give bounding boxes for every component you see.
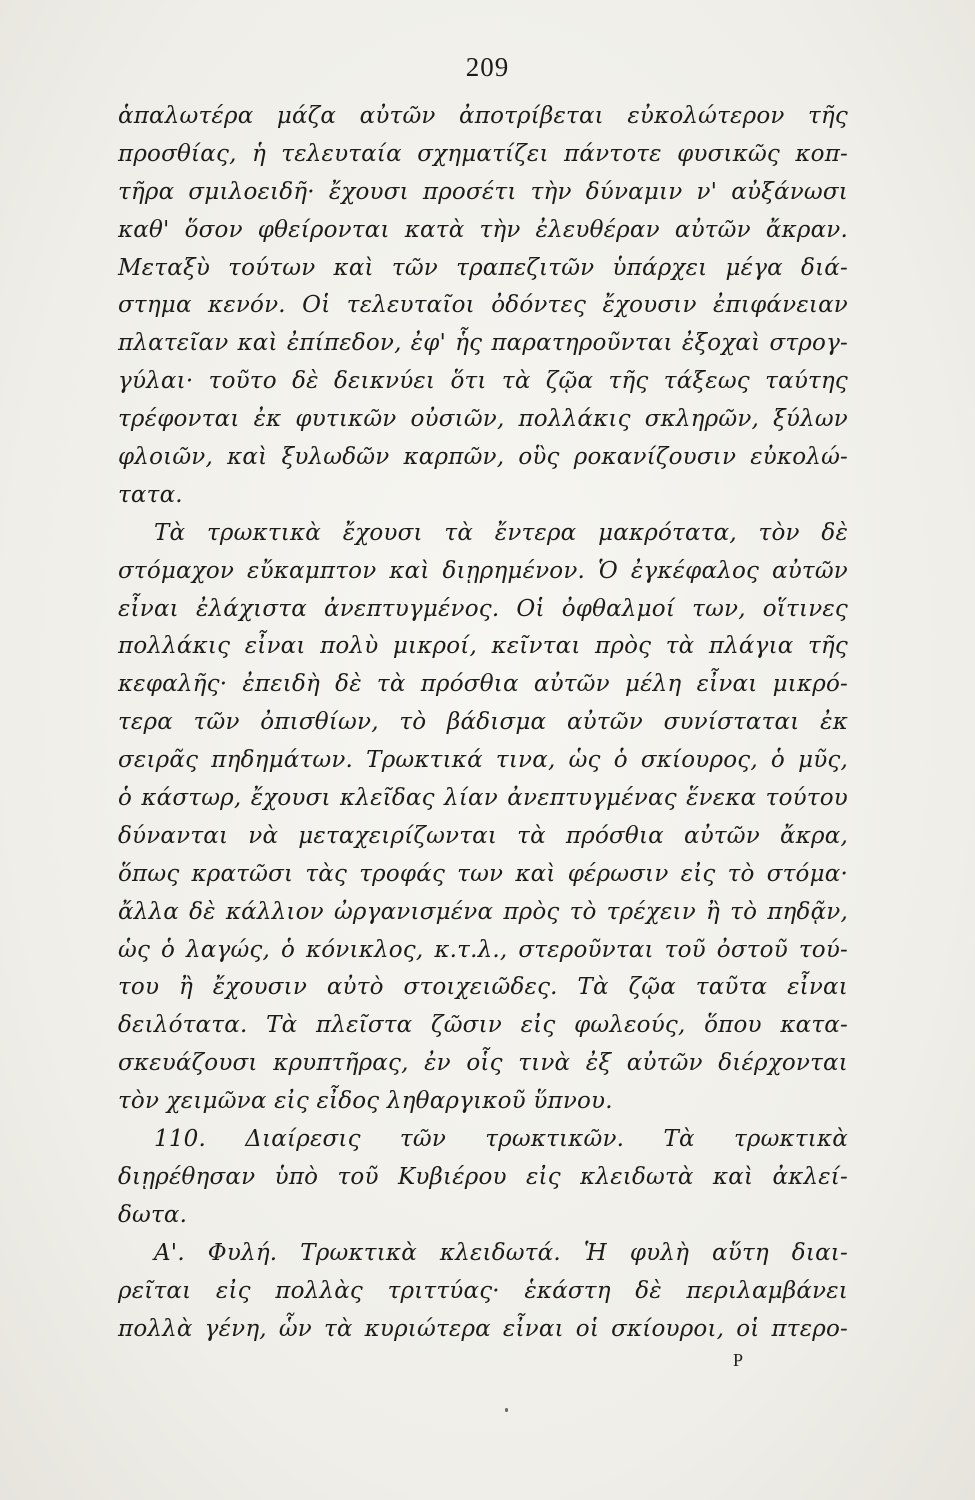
- text-line: ἁπαλωτέρα μάζα αὐτῶν ἀποτρίβεται εὐκολώτερον τῆς: [118, 103, 848, 129]
- text-line: πολλὰ γένη, ὧν τὰ κυριώτερα εἶναι οἱ σκίουροι, οἱ πτερο-: [118, 1315, 848, 1342]
- text-line: Μεταξὺ τούτων καὶ τῶν τραπεζιτῶν ὑπάρχει μέγα διά-: [118, 254, 848, 281]
- text-line: ὁ κάστωρ, ἔχουσι κλεῖδας λίαν ἀνεπτυγμένας ἕνεκα τούτου: [118, 785, 848, 812]
- text-line: ὡς ὁ λαγώς, ὁ κόνικλος, κ.τ.λ., στεροῦνται τοῦ ὀστοῦ τού-: [118, 936, 848, 963]
- text-line: τὸν χειμῶνα εἰς εἶδος ληθαργικοῦ ὕπνου.: [118, 1088, 613, 1115]
- text-line: διῃρέθησαν ὑπὸ τοῦ Κυβιέρου εἰς κλειδωτὰ καὶ ἀκλεί-: [118, 1163, 848, 1190]
- text-line: τατα.: [118, 481, 183, 508]
- text-line: δύνανται νὰ μεταχειρίζωνται τὰ πρόσθια αὐτῶν ἄκρα,: [118, 822, 848, 849]
- text-line: σειρᾶς πηδημάτων. Τρωκτικά τινα, ὡς ὁ σκίουρος, ὁ μῦς,: [118, 747, 848, 774]
- paragraph-first-line: Α'. Φυλή. Τρωκτικὰ κλειδωτά. Ἡ φυλὴ αὕτη διαι-: [154, 1239, 848, 1266]
- text-line: δωτα.: [118, 1201, 188, 1228]
- text-line: πλατεῖαν καὶ ἐπίπεδον, ἐφ' ἧς παρατηροῦνται ἐξοχαὶ στρογ-: [118, 330, 848, 357]
- text-line: ἄλλα δὲ κάλλιον ὠργανισμένα πρὸς τὸ τρέχειν ἢ τὸ πηδᾷν,: [118, 898, 848, 925]
- text-line: γύλαι· τοῦτο δὲ δεικνύει ὅτι τὰ ζῷα τῆς τάξεως ταύτης: [118, 368, 848, 395]
- paper-speck: [505, 1408, 508, 1412]
- text-line: του ἢ ἔχουσιν αὐτὸ στοιχειῶδες. Τὰ ζῷα ταῦτα εἶναι: [118, 974, 848, 1001]
- page-number: 209: [465, 52, 510, 82]
- text-line: ρεῖται εἰς πολλὰς τριττύας· ἑκάστη δὲ περιλαμβάνει: [118, 1277, 848, 1304]
- section-heading-line: 110. Διαίρεσις τῶν τρωκτικῶν. Τὰ τρωκτικὰ: [154, 1126, 848, 1153]
- text-line: πολλάκις εἶναι πολὺ μικροί, κεῖνται πρὸς τὰ πλάγια τῆς: [118, 633, 848, 660]
- body-text: [118, 98, 848, 1348]
- text-line: ὅπως κρατῶσι τὰς τροφάς των καὶ φέρωσιν εἰς τὸ στόμα·: [118, 860, 848, 887]
- text-line: φλοιῶν, καὶ ξυλωδῶν καρπῶν, οὓς ροκανίζουσιν εὐκολώ-: [118, 444, 848, 471]
- text-line: τρέφονται ἐκ φυτικῶν οὐσιῶν, πολλάκις σκληρῶν, ξύλων: [118, 406, 848, 433]
- text-line: προσθίας, ἡ τελευταία σχηματίζει πάντοτε φυσικῶς κοπ-: [118, 140, 848, 167]
- signature-mark: P: [733, 1350, 744, 1370]
- text-line: κεφαλῆς· ἐπειδὴ δὲ τὰ πρόσθια αὐτῶν μέλη εἶναι μικρό-: [118, 671, 848, 698]
- paragraph-first-line: Τὰ τρωκτικὰ ἔχουσι τὰ ἔντερα μακρότατα, τὸν δὲ: [154, 519, 848, 546]
- text-line: τερα τῶν ὀπισθίων, τὸ βάδισμα αὐτῶν συνίσταται ἐκ: [118, 709, 848, 736]
- text-line: στημα κενόν. Οἱ τελευταῖοι ὀδόντες ἔχουσιν ἐπιφάνειαν: [118, 292, 848, 319]
- text-line: τῆρα σμιλοειδῆ· ἔχουσι προσέτι τὴν δύναμιν ν' αὐξάνωσι: [118, 178, 848, 205]
- text-line: εἶναι ἐλάχιστα ἀνεπτυγμένος. Οἱ ὀφθαλμοί των, οἵτινες: [118, 595, 848, 622]
- text-line: καθ' ὅσον φθείρονται κατὰ τὴν ἐλευθέραν αὐτῶν ἄκραν.: [118, 216, 848, 243]
- text-line: σκευάζουσι κρυπτῆρας, ἐν οἷς τινὰ ἐξ αὐτῶν διέρχονται: [118, 1050, 848, 1077]
- text-line: στόμαχον εὔκαμπτον καὶ διῃρημένον. Ὁ ἐγκέφαλος αὐτῶν: [118, 557, 848, 584]
- text-line: δειλότατα. Τὰ πλεῖστα ζῶσιν εἰς φωλεούς, ὅπου κατα-: [118, 1012, 848, 1039]
